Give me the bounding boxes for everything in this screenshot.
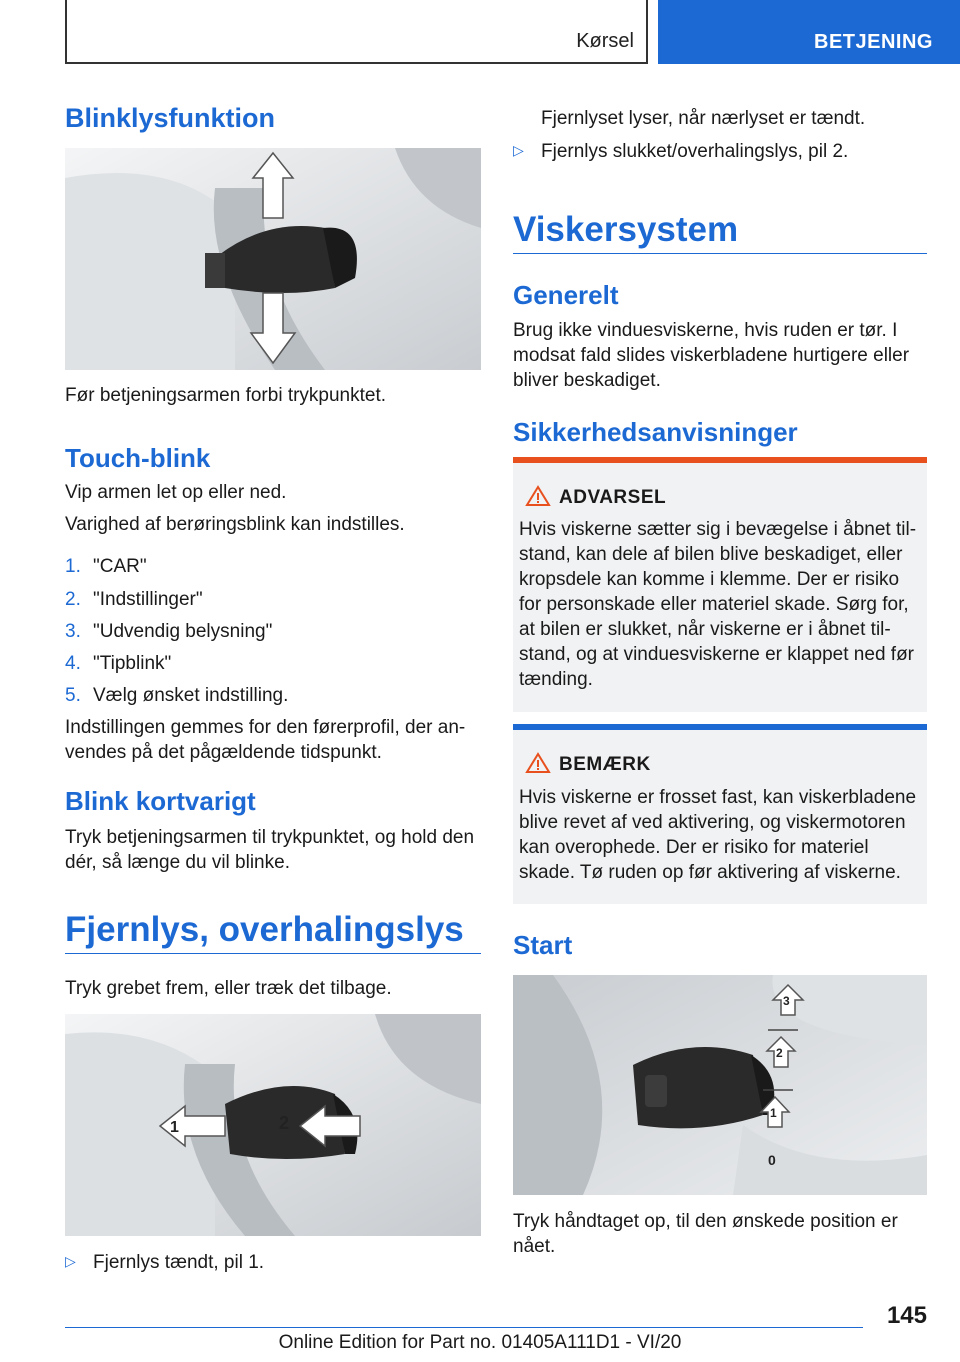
header-frame (65, 0, 648, 64)
bullet-triangle-icon: ▷ (65, 1253, 76, 1269)
img3-label-1: 1 (770, 1106, 777, 1120)
header-tab (658, 0, 960, 64)
step-text: "Udvendig belysning" (93, 621, 273, 642)
heading-start: Start (513, 930, 573, 960)
heading-sikkerhed: Sikkerhedsanvisninger (513, 417, 798, 447)
fjern-paragraph: Tryk grebet frem, eller træk det tilbage. (65, 978, 392, 999)
image-high-beam-stalk (65, 1014, 481, 1236)
header-tab-label: BETJENING (814, 31, 933, 53)
heading-blink-kortvarigt: Blink kortvarigt (65, 786, 256, 816)
kort-paragraph-a: Tryk betjeningsarmen til trykpunktet, og hold den (65, 827, 475, 848)
heading-touch-blink: Touch-blink (65, 443, 211, 473)
warning-line: Hvis viskerne sætter sig i bevægelse i åbnet til- (519, 519, 917, 540)
warning-line: at bilen er slukket, når viskerne er i åbnet til- (519, 619, 891, 640)
note-bar (513, 724, 927, 730)
kort-paragraph-b: dér, så længe du vil blinke. (65, 852, 290, 873)
step-text: Vælg ønsket indstilling. (93, 685, 289, 706)
note-label: BEMÆRK (559, 754, 651, 775)
heading-fjernlys: Fjernlys, overhalingslys (65, 910, 464, 949)
step-text: "CAR" (93, 556, 147, 577)
step-number: 1. (65, 556, 81, 577)
list-item (65, 587, 203, 612)
footer-rule (65, 1327, 863, 1328)
bullet-fjernlys-taendt (65, 1250, 264, 1276)
warning-triangle-icon (525, 485, 551, 507)
step-text: "Tipblink" (93, 653, 172, 674)
img3-label-2: 2 (776, 1046, 783, 1060)
generelt-a: Brug ikke vinduesviskerne, hvis ruden er tør. I (513, 320, 898, 341)
touch-paragraph-2: Varighed af berøringsblink kan indstilles. (65, 514, 405, 535)
touch-paragraph-1: Vip armen let op eller ned. (65, 482, 287, 503)
list-item (65, 554, 147, 579)
heading-generelt: Generelt (513, 280, 619, 310)
warning-box (513, 457, 927, 712)
footer-edition: Online Edition for Part no. 01405A111D1 - VI/20 (278, 1332, 682, 1353)
warning-line: kropsdele kan komme i klemme. Der er risiko (519, 569, 900, 590)
step-text: "Indstillinger" (93, 589, 203, 610)
note-line: skade. Tø ruden op før aktivering af viskerne. (519, 862, 901, 883)
warning-line: stand, og at vinduesviskerne er klappet ned før (519, 644, 915, 665)
caption-blink: Før betjeningsarmen forbi trykpunktet. (65, 385, 387, 406)
touch-paragraph-3a: Indstillingen gemmes for den førerprofil, der an- (65, 717, 466, 738)
touch-paragraph-3b: vendes på det pågældende tidspunkt. (65, 742, 382, 763)
start-paragraph-b: nået. (513, 1236, 556, 1257)
header-section-title: Kørsel (576, 30, 634, 52)
list-item (65, 619, 272, 644)
image-wiper-stalk (513, 975, 927, 1195)
heading-rule (513, 253, 927, 254)
warning-line: stand, kan dele af bilen blive beskadiget, eller (519, 544, 903, 565)
warning-label: ADVARSEL (559, 487, 667, 508)
bullet-text: Fjernlys tændt, pil 1. (93, 1252, 265, 1273)
start-paragraph-a: Tryk håndtaget op, til den ønskede position er (513, 1211, 898, 1232)
img2-label-2: 2 (279, 1113, 290, 1133)
step-number: 5. (65, 685, 81, 706)
warning-line: tænding. (519, 669, 593, 690)
img3-label-3: 3 (783, 994, 790, 1008)
note-line: kan overophede. Der er risiko for materiel (519, 837, 869, 858)
heading-rule (65, 953, 481, 954)
continued-text: Fjernlyset lyser, når nærlyset er tændt. (541, 108, 866, 129)
img2-label-1: 1 (170, 1119, 179, 1136)
img3-label-0: 0 (768, 1152, 776, 1168)
page-number: 145 (886, 1302, 927, 1329)
step-number: 3. (65, 621, 81, 642)
heading-viskersystem: Viskersystem (513, 210, 739, 249)
note-triangle-icon (525, 752, 551, 774)
warning-line: for personskade eller materiel skade. Sørg for, (519, 594, 909, 615)
bullet-triangle-icon: ▷ (513, 142, 524, 158)
generelt-b: modsat fald slides viskerbladene hurtigere eller (513, 345, 910, 366)
step-number: 4. (65, 653, 81, 674)
note-box (513, 724, 927, 904)
bullet-text: Fjernlys slukket/overhalingslys, pil 2. (541, 141, 849, 162)
list-item (65, 651, 171, 676)
step-number: 2. (65, 589, 81, 610)
note-line: Hvis viskerne er frosset fast, kan viskerbladene (519, 787, 917, 808)
list-item (65, 683, 288, 708)
bullet-fjernlys-slukket (513, 139, 848, 165)
heading-blinklysfunktion: Blinklysfunktion (65, 103, 276, 133)
generelt-c: bliver beskadiget. (513, 370, 661, 391)
image-turn-signal-stalk (65, 148, 481, 370)
note-line: blive revet af ved aktivering, og viskermotoren (519, 812, 906, 833)
warning-bar (513, 457, 927, 463)
